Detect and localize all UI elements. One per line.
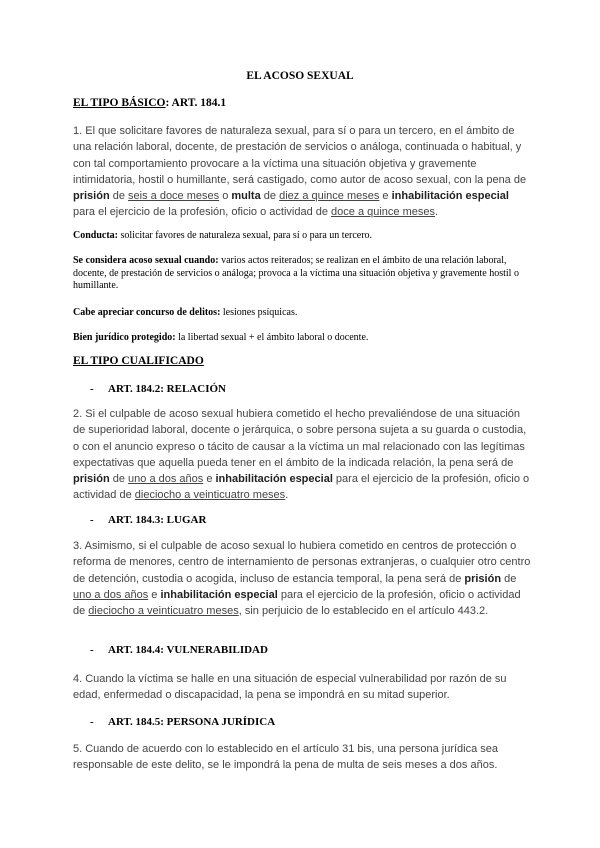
article-184-3-text bbox=[73, 538, 533, 619]
subheading-text: ART. 184.4: VULNERABILIDAD bbox=[108, 644, 268, 656]
considera-note bbox=[73, 255, 533, 293]
note-label: Cabe apreciar concurso de delitos: bbox=[73, 307, 221, 318]
text-run: . bbox=[435, 206, 439, 219]
article-184-2-text bbox=[73, 406, 533, 504]
text-run: 5. Cuando de acuerdo con lo establecido en el artículo 31 bis, una persona jurídica sea responsable de este delito, se le impondrá la pena de multa de seis meses a dos años. bbox=[73, 743, 499, 772]
text-run: 2. Si el culpable de acoso sexual hubiera cometido el hecho prevaliéndose de una situación de superioridad laboral, docente o jerárquica, o sobre persona sujeta a su guarda o custodia, o con el anuncio expreso o tácito de causar a la víctima un mal relacionado con las legítimas expectativas que aquella pueda tener en el ámbito de la indicada relación, la pena será de bbox=[73, 408, 527, 469]
article-184-5-text bbox=[73, 741, 533, 774]
article-184-4-text bbox=[73, 671, 533, 704]
text-run: . bbox=[285, 489, 289, 502]
underlined-run: dieciocho a veinticuatro meses bbox=[88, 605, 239, 618]
text-run: e bbox=[379, 190, 392, 203]
bold-run: inhabilitación especial bbox=[160, 588, 278, 601]
note-label: Conducta: bbox=[73, 230, 119, 241]
qualified-type-heading-text: EL TIPO CUALIFICADO bbox=[73, 355, 204, 367]
bold-run: prisión bbox=[464, 572, 502, 585]
bullet-dash: - bbox=[90, 716, 94, 728]
subheading-text: ART. 184.3: LUGAR bbox=[108, 514, 207, 526]
basic-type-heading-article: : ART. 184.1 bbox=[165, 97, 227, 109]
text-run: de bbox=[109, 473, 129, 486]
text-run: , sin perjuicio de lo establecido en el artículo 443.2. bbox=[238, 605, 489, 618]
note-label: Se considera acoso sexual cuando: bbox=[73, 255, 219, 266]
bold-run: multa bbox=[231, 190, 261, 203]
article-184-2-heading bbox=[90, 383, 226, 395]
document-title: EL ACOSO SEXUAL bbox=[246, 70, 354, 82]
bullet-dash: - bbox=[90, 383, 94, 395]
text-run: e bbox=[148, 588, 161, 601]
subheading-text: ART. 184.2: RELACIÓN bbox=[108, 383, 226, 395]
bold-run: inhabilitación especial bbox=[391, 190, 509, 203]
note-text: varios actos reiterados; se realizan en el ámbito de una relación laboral, docente, de prestación de servicios o análoga; provoca a la víctima una situación objetiva y gravemente hostil o humillante. bbox=[73, 255, 519, 291]
text-run: e bbox=[203, 473, 216, 486]
qualified-type-heading bbox=[73, 355, 204, 367]
text-run: de bbox=[501, 572, 517, 585]
bold-run: prisión bbox=[73, 473, 110, 486]
note-text: solicitar favores de naturaleza sexual, para sí o para un tercero. bbox=[118, 230, 373, 241]
text-run: para el ejercicio de la profesión, oficio o actividad de bbox=[73, 588, 521, 618]
underlined-run: uno a dos años bbox=[128, 473, 204, 486]
underlined-run: doce a quince meses bbox=[331, 206, 435, 219]
bullet-dash: - bbox=[90, 514, 94, 526]
article-184-4-heading bbox=[90, 644, 268, 656]
text-run: para el ejercicio de la profesión, oficio o actividad de bbox=[73, 206, 332, 219]
text-run: o bbox=[219, 190, 232, 203]
underlined-run: seis a doce meses bbox=[128, 190, 220, 203]
conducta-note bbox=[73, 230, 533, 243]
text-run: 1. El que solicitare favores de naturaleza sexual, para sí o para un tercero, en el ámbito de una relación laboral, docente, de prestación de servicios o análoga, continuada o habitual, y con tal comportamiento provocare a la víctima una situación objetiva y gravemente intimidatoria, hostil o humillante, será castigado, como autor de acoso sexual, con la pena de bbox=[73, 125, 527, 186]
note-label: Bien jurídico protegido: bbox=[73, 332, 176, 343]
article-184-1-text bbox=[73, 123, 533, 221]
concurso-note bbox=[73, 307, 533, 320]
text-run: para el ejercicio de la profesión, oficio o actividad de bbox=[73, 473, 530, 502]
text-run: de bbox=[260, 190, 280, 203]
basic-type-heading-underlined: EL TIPO BÁSICO bbox=[73, 97, 166, 109]
note-text: lesiones psíquicas. bbox=[220, 307, 298, 318]
basic-type-heading bbox=[73, 97, 226, 109]
underlined-run: dieciocho a veinticuatro meses bbox=[134, 489, 286, 502]
bold-run: prisión bbox=[73, 190, 110, 203]
text-run: 3. Asimismo, si el culpable de acoso sexual lo hubiera cometido en centros de protección o reforma de menores, centro de internamiento de personas extranjeras, o cualquier otro centro de detención, custodia o acogida, incluso de estancia temporal, la pena será de bbox=[73, 540, 531, 585]
article-184-3-heading bbox=[90, 514, 206, 526]
bullet-dash: - bbox=[90, 644, 94, 656]
text-run: 4. Cuando la víctima se halle en una situación de especial vulnerabilidad por razón de su edad, enfermedad o discapacidad, la pena se impondrá en su mitad superior. bbox=[73, 673, 507, 702]
bien-juridico-note bbox=[73, 332, 533, 345]
text-run: de bbox=[109, 190, 129, 203]
note-text: la libertad sexual + el ámbito laboral o docente. bbox=[175, 332, 369, 343]
subheading-text: ART. 184.5: PERSONA JURÍDICA bbox=[108, 716, 276, 728]
bold-run: inhabilitación especial bbox=[215, 473, 333, 486]
underlined-run: uno a dos años bbox=[73, 588, 149, 601]
underlined-run: diez a quince meses bbox=[279, 190, 380, 203]
article-184-5-heading bbox=[90, 716, 275, 728]
